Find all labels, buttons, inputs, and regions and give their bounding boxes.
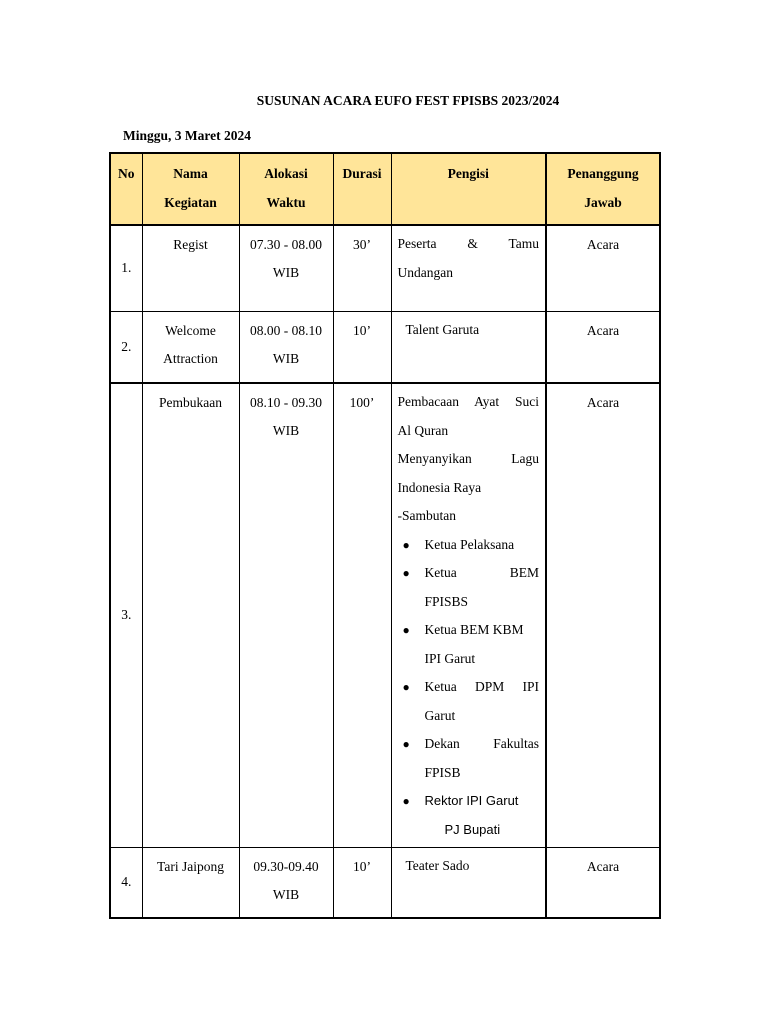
kegiatan-line1: Welcome (165, 322, 216, 338)
header-alokasi-waktu (239, 153, 333, 225)
row-penanggung-jawab: Acara (546, 311, 660, 383)
header-nama-kegiatan (142, 153, 239, 225)
bullet-line1: ● Rektor IPI Garut (424, 793, 519, 808)
list-item (398, 616, 540, 673)
waktu-line2: WIB (272, 350, 300, 366)
pengisi-line: Indonesia Raya (397, 479, 482, 495)
bullet-line2: FPISB (424, 764, 461, 780)
header-pj-line2: Jawab (584, 194, 622, 210)
event-date: Minggu, 3 Maret 2024 (123, 128, 251, 143)
pengisi-line: Pembacaan Ayat Suci (397, 394, 539, 409)
list-item (398, 787, 540, 816)
pengisi-line1: Peserta & Tamu (397, 236, 539, 251)
row-waktu (239, 847, 333, 918)
bullet-line2: FPISBS (424, 593, 469, 609)
table-row (110, 847, 660, 918)
header-pj-line1: Penanggung (567, 166, 639, 181)
bullet-line1: ● Ketua DPM IPI (424, 679, 539, 694)
waktu-line1: 09.30-09.40 (253, 858, 319, 874)
row-penanggung-jawab: Acara (546, 847, 660, 918)
bullet-line1: ● Ketua BEM KBM (424, 622, 524, 637)
row-kegiatan (142, 311, 239, 383)
list-item (398, 559, 540, 616)
table-header-row (110, 153, 660, 225)
bullet-line1: ● Dekan Fakultas (424, 736, 539, 751)
row-pengisi (391, 383, 546, 847)
list-item (398, 531, 540, 560)
row-kegiatan: Pembukaan (142, 383, 239, 847)
table-row (110, 311, 660, 383)
waktu-line2: WIB (272, 265, 300, 280)
table-row (110, 225, 660, 311)
row-waktu (239, 311, 333, 383)
bullet-line2: Garut (424, 707, 456, 723)
row-number: 4. (110, 847, 142, 918)
header-alokasi-line2: Waktu (266, 194, 306, 210)
header-alokasi-line1: Alokasi (264, 166, 308, 181)
row-durasi: 100’ (333, 383, 391, 847)
table-row (110, 383, 660, 847)
schedule-table (109, 152, 661, 919)
pengisi-line: -Sambutan (397, 508, 456, 523)
row-number: 3. (110, 383, 142, 847)
list-item (398, 730, 540, 787)
document-title: SUSUNAN ACARA EUFO FEST FPISBS 2023/2024 (256, 93, 560, 108)
row-penanggung-jawab: Acara (546, 225, 660, 311)
header-nama-line1: Nama (173, 166, 208, 181)
header-pengisi: Pengisi (391, 153, 546, 225)
row-kegiatan: Regist (142, 225, 239, 311)
waktu-line1: 08.00 - 08.10 (250, 322, 322, 338)
row-durasi: 10’ (333, 847, 391, 918)
row-durasi: 10’ (333, 311, 391, 383)
waktu-line2: WIB (272, 423, 300, 438)
pengisi-line: Menyanyikan Lagu (397, 451, 539, 466)
waktu-line1: 07.30 - 08.00 (250, 237, 322, 252)
pengisi-line: Al Quran (397, 422, 449, 438)
row-waktu (239, 383, 333, 847)
header-penanggung-jawab (546, 153, 660, 225)
header-no: No (110, 153, 142, 225)
bullet-line2: IPI Garut (424, 650, 476, 666)
waktu-line1: 08.10 - 09.30 (250, 395, 322, 410)
row-pengisi: Talent Garuta (391, 311, 546, 383)
bullet-line1: ● Ketua Pelaksana (424, 536, 515, 552)
pengisi-line2: Undangan (397, 264, 453, 280)
waktu-line2: WIB (272, 886, 300, 902)
row-pengisi (391, 225, 546, 311)
pj-bupati: PJ Bupati (444, 821, 501, 837)
sambutan-list (398, 531, 540, 816)
row-waktu (239, 225, 333, 311)
bullet-line1: ● Ketua BEM (424, 565, 539, 580)
row-kegiatan: Tari Jaipong (142, 847, 239, 918)
row-penanggung-jawab: Acara (546, 383, 660, 847)
header-durasi: Durasi (333, 153, 391, 225)
row-durasi: 30’ (333, 225, 391, 311)
list-item (398, 673, 540, 730)
row-number: 1. (110, 225, 142, 311)
kegiatan-line2: Attraction (163, 350, 218, 366)
row-pengisi: Teater Sado (391, 847, 546, 918)
row-number: 2. (110, 311, 142, 383)
header-nama-line2: Kegiatan (164, 194, 217, 210)
